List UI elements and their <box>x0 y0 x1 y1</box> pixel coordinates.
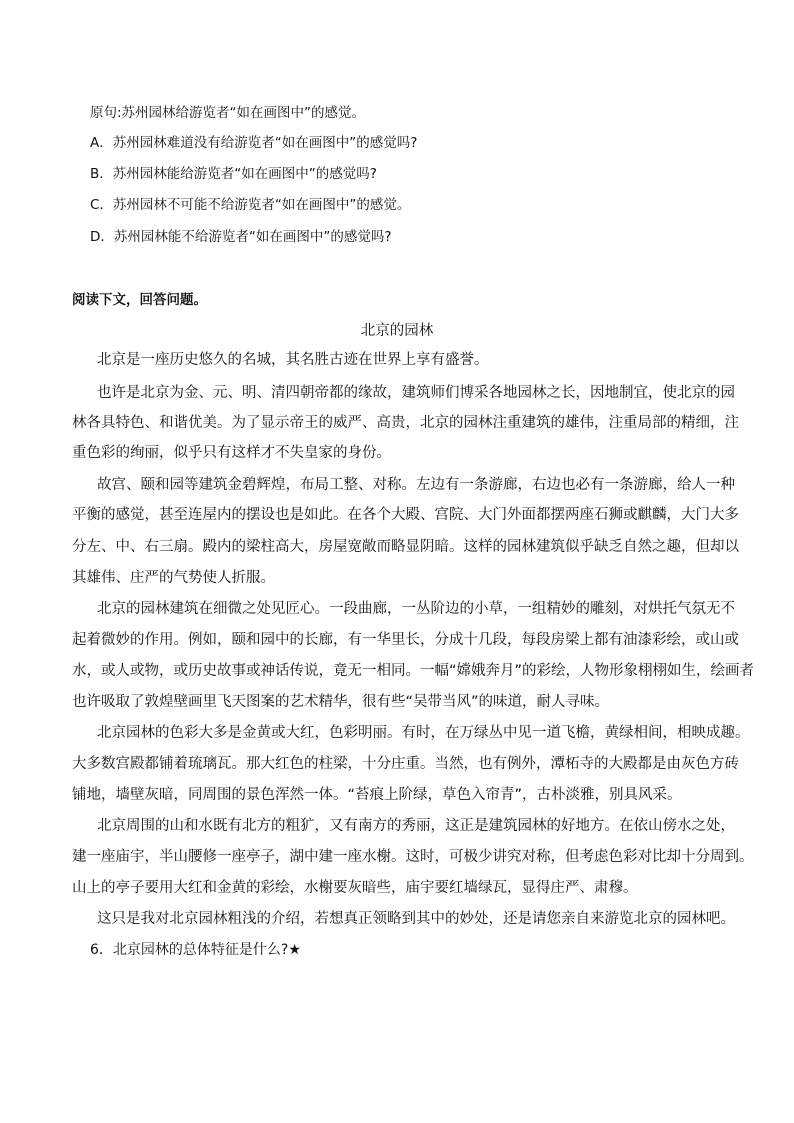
article-line: 重色彩的绚丽，似乎只有这样才不失皇家的身份。 <box>72 445 391 461</box>
article-line: 其雄伟、庄严的气势使人折服。 <box>72 570 275 586</box>
article-line: 北京周围的山和水既有北方的粗犷，又有南方的秀丽，这正是建筑园林的好地方。在依山傍水之处， <box>97 818 735 834</box>
option-d: D．苏州园林能不给游览者“如在画图中”的感觉吗? <box>90 229 392 245</box>
article-line: 林各具特色、和谐优美。为了显示帝王的威严、高贵，北京的园林注重建筑的雄伟，注重局部的精细，注 <box>72 415 739 431</box>
article-line: 山上的亭子要用大红和金黄的彩绘，水榭要灰暗些，庙宇要红墙绿瓦，显得庄严、肃穆。 <box>72 880 638 896</box>
article-line: 北京的园林建筑在细微之处见匠心。一段曲廊，一丛阶边的小草，一组精妙的雕刻，对烘托气氛无不 <box>97 601 735 617</box>
article-line: 起着微妙的作用。例如，颐和园中的长廊，有一华里长，分成十几段，每段房梁上都有油漆彩绘，或山或 <box>72 632 739 648</box>
article-line: 这只是我对北京园林粗浅的介绍，若想真正领略到其中的妙处，还是请您亲自来游览北京的园林吧。 <box>97 911 735 927</box>
article-line: 北京是一座历史悠久的名城，其名胜古迹在世界上享有盛誉。 <box>97 352 489 368</box>
article-line: 建一座庙宇，半山腰修一座亭子，湖中建一座水榭。这时，可极少讲究对称，但考虑色彩对比却十分周到。 <box>72 849 754 865</box>
option-b: B．苏州园林能给游览者“如在画图中”的感觉吗? <box>90 166 377 182</box>
original-sentence: 原句:苏州园林给游览者“如在画图中”的感觉。 <box>90 105 366 121</box>
article-line: 北京园林的色彩大多是金黄或大红，色彩明丽。有时，在万绿丛中见一道飞檐，黄绿相间，相映成趣。 <box>97 725 750 741</box>
reading-prompt: 阅读下文，回答问题。 <box>72 292 207 308</box>
article-line: 也许是北京为金、元、明、清四朝帝都的缘故，建筑师们博采各地园林之长，因地制宜，使北京的园 <box>97 385 735 401</box>
article-line: 分左、中、右三扇。殿内的梁柱高大，房屋宽敞而略显阴暗。这样的园林建筑似乎缺乏自然之趣，但却以 <box>72 539 739 555</box>
article-line: 水，或人或物，或历史故事或神话传说，竟无一相同。一幅“嫦娥奔月”的彩绘，人物形象栩栩如生，绘画者 <box>72 663 755 679</box>
article-line: 也许吸取了敦煌壁画里飞天图案的艺术精华，很有些“吴带当风”的味道，耐人寻味。 <box>72 694 610 710</box>
option-a: A．苏州园林难道没有给游览者“如在画图中”的感觉吗? <box>90 135 418 151</box>
option-c: C．苏州园林不可能不给游览者“如在画图中”的感觉。 <box>90 197 411 213</box>
article-line: 平衡的感觉，甚至连屋内的摆设也是如此。在各个大殿、宫院、大门外面都摆两座石狮或麒麟，大门大多 <box>72 507 739 523</box>
article-line: 故宫、颐和园等建筑金碧辉煌，布局工整、对称。左边有一条游廊，右边也必有一条游廊，给人一种 <box>97 477 735 493</box>
question-6: 6．北京园林的总体特征是什么?★ <box>90 942 301 958</box>
article-line: 铺地，墙壁灰暗，同周围的景色浑然一体。“苔痕上阶绿，草色入帘青”，古朴淡雅，别具风采。 <box>72 787 682 803</box>
article-line: 大多数宫殿都铺着琉璃瓦。那大红色的柱梁，十分庄重。当然，也有例外，潭柘寺的大殿都是由灰色方砖 <box>72 756 739 772</box>
article-title: 北京的园林 <box>360 323 434 339</box>
